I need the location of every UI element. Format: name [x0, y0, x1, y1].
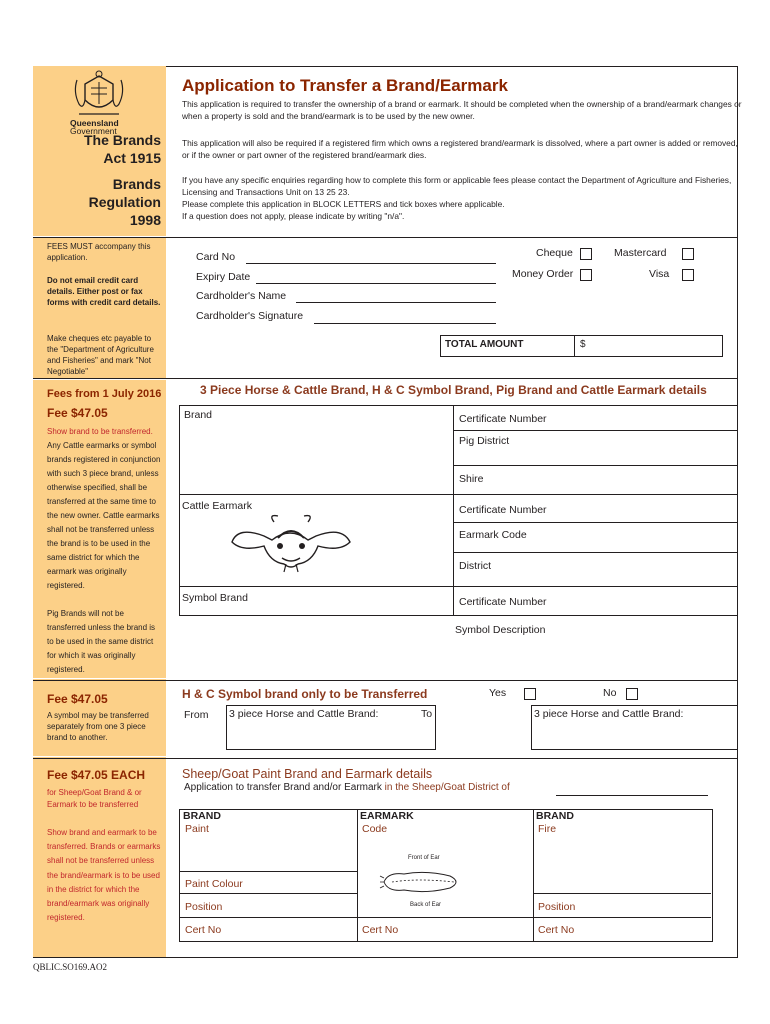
- cert-no-1-label: Cert No: [185, 924, 222, 936]
- fee-symbol: Fee $47.05: [47, 692, 108, 706]
- card-no-field[interactable]: [246, 263, 496, 264]
- fee-sheep-goat: Fee $47.05 EACH: [47, 768, 146, 782]
- act-name-line1: The Brands: [83, 132, 161, 148]
- section1-title: 3 Piece Horse & Cattle Brand, H & C Symbol Brand, Pig Brand and Cattle Earmark details: [200, 383, 707, 397]
- fees-from-heading: Fees from 1 July 2016: [47, 388, 162, 400]
- regulation-line1: Brands: [112, 176, 161, 192]
- act-name-line2: Act 1915: [103, 150, 161, 166]
- mastercard-label: Mastercard: [614, 247, 667, 259]
- paint-colour-label: Paint Colour: [185, 878, 243, 890]
- mastercard-checkbox[interactable]: [682, 248, 694, 260]
- cattle-head-icon: [228, 512, 354, 574]
- back-of-ear-label: Back of Ear: [410, 902, 442, 908]
- from-brand-label: 3 piece Horse and Cattle Brand:: [229, 708, 379, 720]
- section2-title: H & C Symbol brand only to be Transferred: [182, 687, 428, 701]
- intro-paragraph-1: This application is required to transfer the ownership of a brand or earmark. It should be completed when the ownership of a brand/earmark changes or when a property is sold and the brand/earmark is to be used by the new owner.: [182, 99, 742, 121]
- cheque-checkbox[interactable]: [580, 248, 592, 260]
- intro-paragraph-3b: Please complete this application in BLOCK LETTERS and tick boxes where applicable.: [182, 199, 505, 209]
- no-label: No: [603, 687, 617, 699]
- ear-diagram-icon: [378, 864, 468, 900]
- regulation-line3: 1998: [129, 212, 161, 228]
- page-title: Application to Transfer a Brand/Earmark: [182, 76, 508, 95]
- money-order-checkbox[interactable]: [580, 269, 592, 281]
- from-label: From: [184, 709, 209, 721]
- cardholder-name-field[interactable]: [296, 302, 496, 303]
- symbol-brand-label: Symbol Brand: [182, 592, 248, 604]
- money-order-label: Money Order: [512, 268, 574, 280]
- front-of-ear-label: Front of Ear: [408, 855, 440, 861]
- regulation-line2: Regulation: [88, 194, 161, 210]
- cert-no-3-label: Cert No: [538, 924, 575, 936]
- certificate-number-3-label: Certificate Number: [459, 596, 547, 608]
- district-label: District: [459, 560, 492, 572]
- to-brand-label: 3 piece Horse and Cattle Brand:: [534, 708, 684, 720]
- fee-symbol-note: A symbol may be transferred separately from one 3 piece brand to another.: [47, 711, 149, 742]
- visa-checkbox[interactable]: [682, 269, 694, 281]
- fire-label: Fire: [538, 823, 557, 835]
- cardholder-name-label: Cardholder's Name: [196, 290, 287, 302]
- position-2-label: Position: [538, 901, 576, 913]
- expiry-date-field[interactable]: [256, 283, 496, 284]
- to-label: To: [421, 708, 433, 720]
- fee-sheep-goat-note: Show brand and earmark to be transferred. Brands or earmarks shall not be transferred unless the brand/earmark is to be used in the district for which the brand/earmark was originally registered.: [47, 828, 161, 923]
- visa-label: Visa: [649, 268, 670, 280]
- cheque-label: Cheque: [536, 247, 573, 259]
- cheques-notice: Make cheques etc payable to the "Department of Agriculture and Fisheries" and mark "Not Negotiable": [47, 334, 154, 376]
- logo-text-government: Government: [70, 126, 117, 136]
- yes-label: Yes: [489, 687, 507, 699]
- form-code: QBLIC.SO169.AO2: [33, 962, 108, 972]
- fee-sheep-goat-note-red: for Sheep/Goat Brand & or Earmark to be transferred: [47, 788, 142, 809]
- brand-fire-column-header: BRAND: [536, 810, 574, 822]
- brand-paint-column-header: BRAND: [183, 810, 221, 822]
- fee-3piece-note: Any Cattle earmarks or symbol brands registered in conjunction with such 3 piece brand, unless otherwise specified, shall be transferred at the same time to the new owner. Cattle earmarks shall not be transferred unless the brand is to be used in the same district for which the earmark was originally registered.: [47, 441, 161, 590]
- symbol-description-label: Symbol Description: [455, 624, 546, 636]
- sheep-goat-district-field[interactable]: [556, 795, 708, 796]
- dollar-sign: $: [580, 339, 586, 350]
- queensland-crest-icon: [69, 70, 129, 120]
- no-email-notice: Do not email credit card details. Either post or fax forms with credit card details.: [47, 276, 161, 307]
- no-checkbox[interactable]: [626, 688, 638, 700]
- section3-subtitle: [184, 782, 510, 793]
- position-1-label: Position: [185, 901, 223, 913]
- certificate-number-2-label: Certificate Number: [459, 504, 547, 516]
- cert-no-2-label: Cert No: [362, 924, 399, 936]
- logo-text-queensland: Queensland: [70, 118, 119, 128]
- section3-subtitle-a: Application to transfer Brand and/or Earmark: [184, 782, 382, 793]
- certificate-number-1-label: Certificate Number: [459, 413, 547, 425]
- intro-paragraph-2: This application will also be required if a registered firm which owns a registered brand/earmark is dissolved, where a part owner is added or removed, or if the owner or part owner of the registered brand/earmark dies.: [182, 138, 738, 160]
- earmark-column-header: EARMARK: [360, 810, 414, 822]
- yes-checkbox[interactable]: [524, 688, 536, 700]
- brand-label: Brand: [184, 409, 213, 421]
- fee-3piece: Fee $47.05: [47, 406, 108, 420]
- expiry-date-label: Expiry Date: [196, 271, 251, 283]
- fees-notice: FEES MUST accompany this application.: [47, 242, 151, 262]
- earmark-code-label: Earmark Code: [459, 529, 527, 541]
- total-amount-label: TOTAL AMOUNT: [445, 339, 524, 350]
- cattle-earmark-label: Cattle Earmark: [182, 500, 253, 512]
- intro-paragraph-3a: If you have any specific enquiries regarding how to complete this form or applicable fees please contact the Department of Agriculture and Fisheries, Licensing and Transactions Unit on 13 25 23.: [182, 175, 732, 197]
- cardholder-signature-label: Cardholder's Signature: [196, 310, 304, 322]
- code-label: Code: [362, 823, 388, 835]
- section3-subtitle-b: in the Sheep/Goat District of: [381, 782, 510, 793]
- intro-paragraph-3c: If a question does not apply, please indicate by writing "n/a".: [182, 211, 405, 221]
- pig-district-label: Pig District: [459, 435, 510, 447]
- fee-pig-note: Pig Brands will not be transferred unless the brand is to be used in the same district for which it was originally registered.: [47, 609, 156, 674]
- paint-label: Paint: [185, 823, 209, 835]
- card-no-label: Card No: [196, 251, 236, 263]
- fee-3piece-note-red: Show brand to be transferred.: [47, 427, 153, 436]
- cardholder-signature-field[interactable]: [314, 323, 496, 324]
- shire-label: Shire: [459, 473, 484, 485]
- section3-title: Sheep/Goat Paint Brand and Earmark details: [182, 767, 433, 781]
